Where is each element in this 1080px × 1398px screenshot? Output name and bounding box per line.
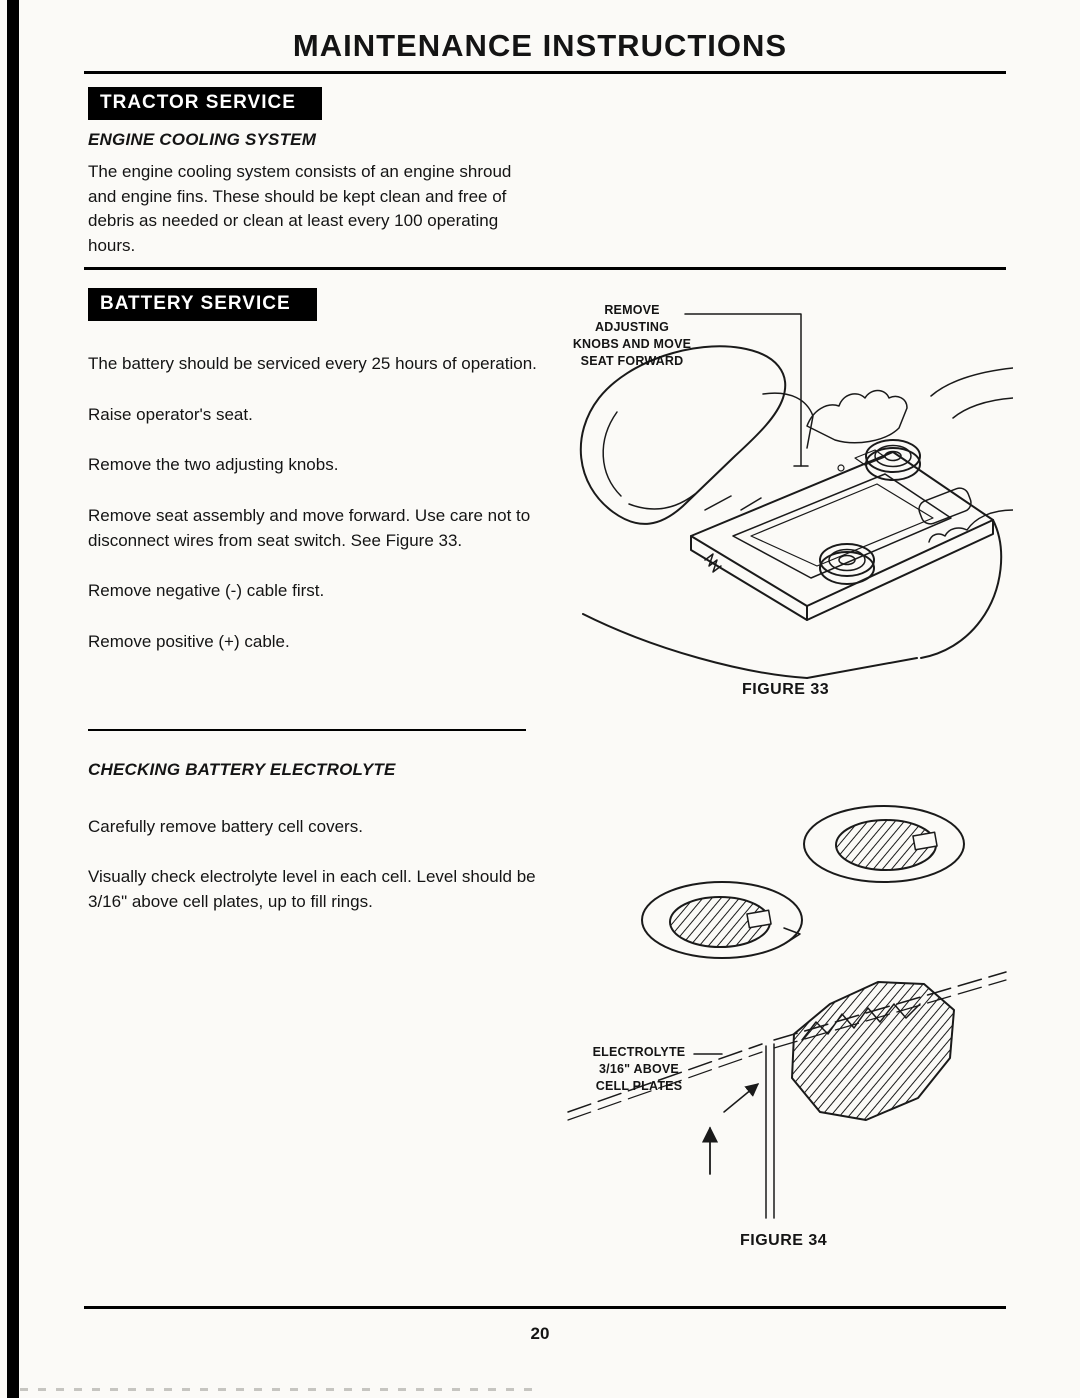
figure-33-caption: FIGURE 33 xyxy=(742,681,830,698)
page-title: MAINTENANCE INSTRUCTIONS xyxy=(292,28,788,63)
column-divider-rule xyxy=(88,729,526,731)
tractor-body xyxy=(583,520,1001,678)
figure-33-callout xyxy=(566,302,698,370)
hands xyxy=(807,368,1013,542)
figure-34-illustration xyxy=(562,782,1010,1228)
battery-cell-line-art xyxy=(562,782,1010,1228)
heading-checking-battery-electrolyte: CHECKING BATTERY ELECTROLYTE xyxy=(88,760,396,779)
callout-line: KNOBS AND MOVE xyxy=(572,336,692,351)
section-label-tractor-service: TRACTOR SERVICE xyxy=(88,87,322,120)
engine-cooling-section xyxy=(88,130,540,259)
battery-paragraph: Remove the two adjusting knobs. xyxy=(88,455,339,475)
engine-cooling-paragraph: The engine cooling system consists of an engine shroud and engine fins. These should be kept clean and free of debris as needed or clean at least every 100 operating hours. xyxy=(88,162,512,255)
electrolyte-paragraph: Visually check electrolyte level in each cell. Level should be 3/16" above cell plates, up to fill rings. xyxy=(88,867,536,911)
electrolyte-paragraph: Carefully remove battery cell covers. xyxy=(88,816,363,836)
callout-line: SEAT FORWARD xyxy=(580,353,684,368)
battery-service-section xyxy=(88,352,540,680)
page-number: 20 xyxy=(530,1324,550,1343)
seat-pan xyxy=(691,450,993,620)
figure-34-callout xyxy=(583,1044,695,1095)
battery-caps xyxy=(820,440,974,584)
battery-cell-covers xyxy=(642,806,964,958)
heading-engine-cooling-system: ENGINE COOLING SYSTEM xyxy=(88,130,317,149)
callout-line: CELL PLATES xyxy=(595,1078,683,1093)
checking-electrolyte-section xyxy=(88,758,540,941)
raised-seat xyxy=(581,346,813,524)
battery-paragraph: Raise operator's seat. xyxy=(88,404,253,424)
callout-line: ELECTROLYTE xyxy=(592,1045,686,1059)
cell-plates xyxy=(792,982,954,1120)
battery-paragraph: The battery should be serviced every 25 hours of operation. xyxy=(88,354,537,373)
scan-edge-artifact xyxy=(7,0,19,1398)
section-label-battery-service: BATTERY SERVICE xyxy=(88,288,317,321)
battery-corner xyxy=(568,972,1006,1218)
callout-line: REMOVE ADJUSTING xyxy=(594,303,670,334)
scan-noise-artifact xyxy=(20,1388,540,1391)
section-divider-rule xyxy=(84,267,1006,270)
title-rule xyxy=(84,71,1006,74)
battery-paragraph: Remove seat assembly and move forward. Use care not to disconnect wires from seat switch. See Figure 33. xyxy=(88,505,531,550)
battery-paragraph: Remove negative (-) cable first. xyxy=(88,581,325,601)
footer-rule xyxy=(84,1306,1006,1309)
figure-34-caption: FIGURE 34 xyxy=(740,1232,828,1249)
callout-line: 3/16" ABOVE xyxy=(599,1061,679,1076)
battery-paragraph: Remove positive (+) cable. xyxy=(88,631,290,651)
